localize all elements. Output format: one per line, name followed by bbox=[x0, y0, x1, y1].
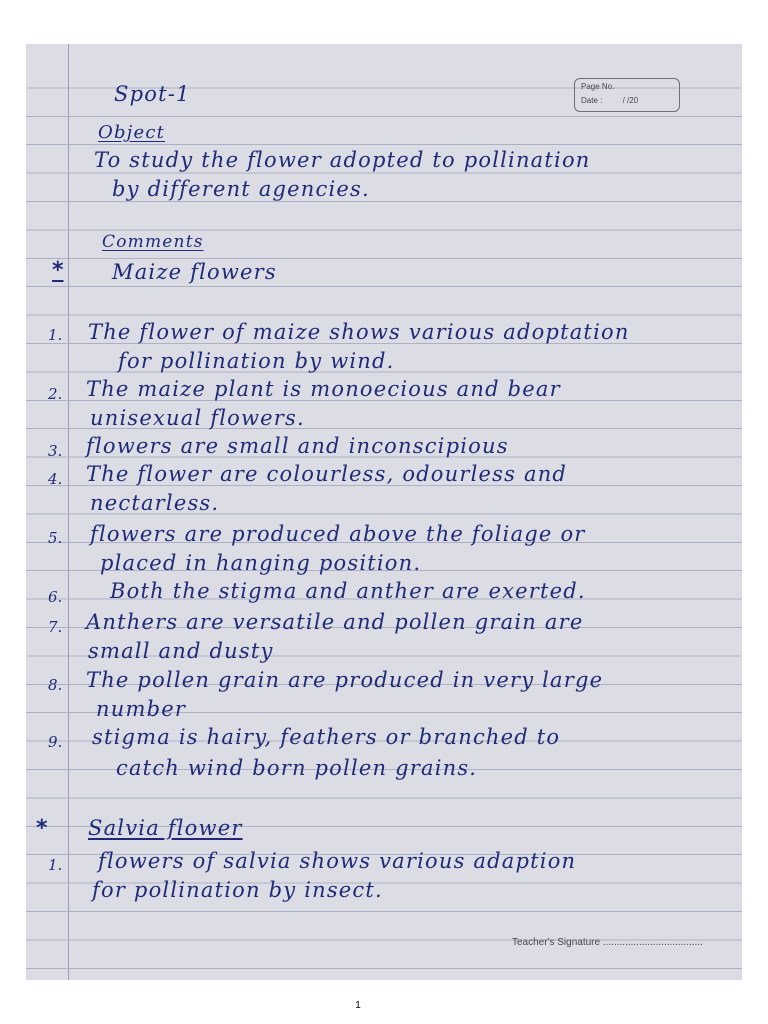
point-number: 4. bbox=[48, 470, 63, 488]
date-row bbox=[581, 96, 638, 105]
page-no-label: Page No. bbox=[581, 82, 615, 91]
point-number: 3. bbox=[48, 442, 63, 460]
point-text: placed in hanging position. bbox=[100, 551, 422, 575]
point-number: 1. bbox=[48, 856, 63, 874]
point-text: The pollen grain are produced in very large bbox=[86, 668, 604, 692]
comments-heading: Comments bbox=[102, 232, 204, 252]
point-text: Anthers are versatile and pollen grain are bbox=[86, 610, 584, 634]
maize-heading: Maize flowers bbox=[112, 260, 277, 284]
salvia-heading: Salvia flower bbox=[88, 816, 243, 840]
point-text: small and dusty bbox=[88, 639, 274, 663]
point-number: 2. bbox=[48, 385, 63, 403]
object-line-2: by different agencies. bbox=[112, 177, 370, 201]
page-number: 1 bbox=[355, 1000, 361, 1011]
date-value: / /20 bbox=[622, 96, 639, 105]
point-number: 8. bbox=[48, 676, 63, 694]
point-text: flowers are small and inconscipious bbox=[86, 434, 509, 458]
teacher-signature-label: Teacher's Signature .................................... bbox=[512, 937, 703, 948]
margin-line bbox=[68, 44, 69, 980]
point-number: 7. bbox=[48, 618, 63, 636]
point-text: catch wind born pollen grains. bbox=[116, 756, 478, 780]
point-text: for pollination by wind. bbox=[118, 349, 395, 373]
point-number: 6. bbox=[48, 588, 63, 606]
point-text: The flower are colourless, odourless and bbox=[86, 462, 568, 486]
bullet-star-icon: * bbox=[52, 258, 64, 283]
notebook-page bbox=[26, 44, 742, 980]
point-text: flowers of salvia shows various adaption bbox=[98, 849, 577, 873]
point-text: for pollination by insect. bbox=[92, 878, 383, 902]
bullet-star-icon: * bbox=[36, 816, 48, 841]
page-date-box bbox=[574, 78, 680, 112]
point-number: 1. bbox=[48, 326, 63, 344]
point-number: 9. bbox=[48, 733, 63, 751]
point-text: nectarless. bbox=[90, 491, 220, 515]
point-text: flowers are produced above the foliage or bbox=[90, 522, 586, 546]
date-label: Date : bbox=[581, 96, 603, 105]
point-text: The maize plant is monoecious and bear bbox=[86, 377, 561, 401]
point-text: The flower of maize shows various adoptation bbox=[88, 320, 630, 344]
object-line-1: To study the flower adopted to pollination bbox=[94, 148, 591, 172]
point-text: Both the stigma and anther are exerted. bbox=[110, 579, 586, 603]
object-heading: Object bbox=[98, 122, 166, 143]
point-text: unisexual flowers. bbox=[90, 406, 305, 430]
point-number: 5. bbox=[48, 529, 63, 547]
point-text: number bbox=[96, 697, 187, 721]
point-text: stigma is hairy, feathers or branched to bbox=[92, 725, 561, 749]
page-title: Spot-1 bbox=[114, 82, 191, 106]
